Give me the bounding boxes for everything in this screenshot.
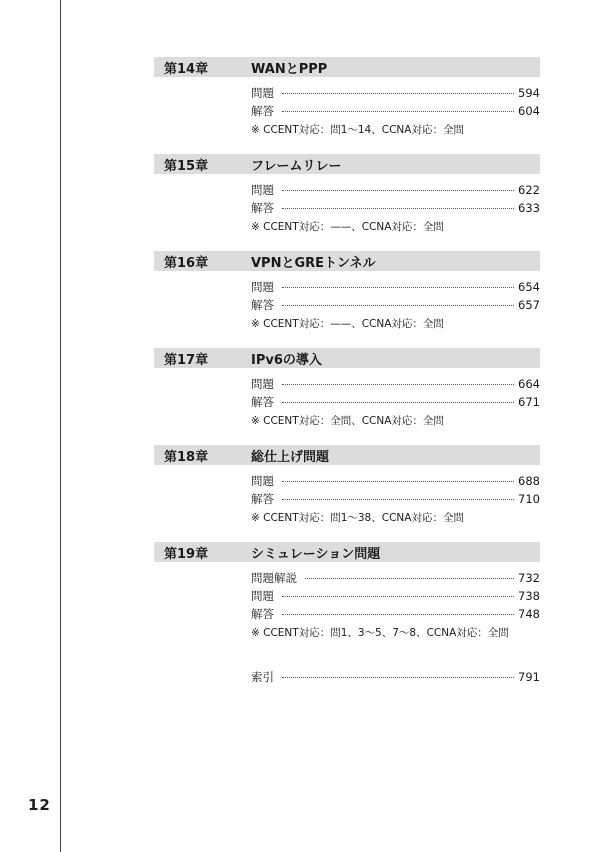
entry-label: 解答 — [251, 607, 274, 621]
coverage-note: ※ CCENT対応：問1、3〜5、7〜8、CCNA対応：全問 — [251, 627, 509, 639]
toc-entry[interactable] — [251, 394, 540, 412]
entry-label: 解答 — [251, 492, 274, 506]
entry-page: 654 — [518, 280, 540, 294]
entry-page: 657 — [518, 298, 540, 312]
toc-entry[interactable] — [251, 376, 540, 394]
chapter-17 — [154, 348, 540, 429]
chapter-number: 第14章 — [164, 61, 209, 77]
entry-page: 664 — [518, 377, 540, 391]
toc-entry[interactable] — [251, 103, 540, 121]
entry-label: 問題 — [251, 183, 274, 197]
chapter-header — [154, 57, 540, 77]
entry-page: 622 — [518, 183, 540, 197]
chapter-header — [154, 542, 540, 562]
dot-leader — [282, 596, 514, 597]
entry-label: 解答 — [251, 201, 274, 215]
toc-entry[interactable] — [251, 297, 540, 315]
entry-label: 解答 — [251, 298, 274, 312]
dot-leader — [282, 677, 514, 678]
chapter-title: IPv6の導入 — [251, 352, 322, 368]
chapter-15 — [154, 154, 540, 235]
chapter-title: フレームリレー — [251, 158, 342, 174]
entry-label: 問題 — [251, 377, 274, 391]
entry-page: 688 — [518, 474, 540, 488]
chapter-entries — [251, 570, 540, 641]
chapter-entries — [251, 279, 540, 332]
dot-leader — [282, 481, 514, 482]
margin-rule — [60, 0, 61, 852]
coverage-note: ※ CCENT対応：全問、CCNA対応：全問 — [251, 415, 444, 427]
chapter-number: 第16章 — [164, 255, 209, 271]
chapter-entries — [251, 182, 540, 235]
dot-leader — [282, 305, 514, 306]
coverage-note: ※ CCENT対応：——、CCNA対応：全問 — [251, 221, 444, 233]
chapter-number: 第17章 — [164, 352, 209, 368]
toc-entry[interactable] — [251, 588, 540, 606]
chapter-header — [154, 348, 540, 368]
toc-entry-index[interactable] — [251, 669, 540, 687]
chapter-16 — [154, 251, 540, 332]
entry-page: 710 — [518, 492, 540, 506]
dot-leader — [282, 93, 514, 94]
chapter-entries — [251, 473, 540, 526]
dot-leader — [282, 402, 514, 403]
dot-leader — [305, 578, 514, 579]
dot-leader — [282, 111, 514, 112]
entry-page: 594 — [518, 86, 540, 100]
chapter-title: 総仕上げ問題 — [251, 449, 330, 465]
coverage-note: ※ CCENT対応：問1〜14、CCNA対応：全問 — [251, 124, 464, 136]
entry-label: 解答 — [251, 104, 274, 118]
dot-leader — [282, 499, 514, 500]
entry-page: 732 — [518, 571, 540, 585]
chapter-number: 第19章 — [164, 546, 209, 562]
page-number: 12 — [28, 796, 51, 814]
chapter-entries — [251, 376, 540, 429]
dot-leader — [282, 190, 514, 191]
chapter-header — [154, 251, 540, 271]
chapter-19 — [154, 542, 540, 641]
chapter-header — [154, 445, 540, 465]
entry-page: 791 — [518, 670, 540, 684]
coverage-note: ※ CCENT対応：問1〜38、CCNA対応：全問 — [251, 512, 464, 524]
chapter-title: WANとPPP — [251, 61, 328, 77]
entry-label: 索引 — [251, 670, 274, 684]
entry-page: 748 — [518, 607, 540, 621]
chapter-title: VPNとGREトンネル — [251, 255, 376, 271]
chapter-14 — [154, 57, 540, 138]
toc-entry[interactable] — [251, 606, 540, 624]
entry-label: 問題 — [251, 280, 274, 294]
toc-entry[interactable] — [251, 200, 540, 218]
toc-entry[interactable] — [251, 85, 540, 103]
dot-leader — [282, 208, 514, 209]
dot-leader — [282, 384, 514, 385]
chapter-entries — [251, 85, 540, 138]
entry-label: 問題 — [251, 86, 274, 100]
toc-entry[interactable] — [251, 473, 540, 491]
entry-label: 解答 — [251, 395, 274, 409]
entry-label: 問題 — [251, 589, 274, 603]
toc-entry[interactable] — [251, 491, 540, 509]
chapter-number: 第15章 — [164, 158, 209, 174]
toc-entry[interactable] — [251, 182, 540, 200]
chapter-title: シミュレーション問題 — [251, 546, 381, 562]
entry-page: 671 — [518, 395, 540, 409]
entry-page: 738 — [518, 589, 540, 603]
entry-page: 604 — [518, 104, 540, 118]
chapter-number: 第18章 — [164, 449, 209, 465]
chapter-18 — [154, 445, 540, 526]
toc-entry[interactable] — [251, 570, 540, 588]
index-entry-block — [251, 669, 540, 687]
entry-page: 633 — [518, 201, 540, 215]
dot-leader — [282, 287, 514, 288]
coverage-note: ※ CCENT対応：——、CCNA対応：全問 — [251, 318, 444, 330]
toc-entry[interactable] — [251, 279, 540, 297]
entry-label: 問題 — [251, 474, 274, 488]
chapter-header — [154, 154, 540, 174]
dot-leader — [282, 614, 514, 615]
entry-label: 問題解説 — [251, 571, 297, 585]
table-of-contents — [154, 57, 540, 687]
